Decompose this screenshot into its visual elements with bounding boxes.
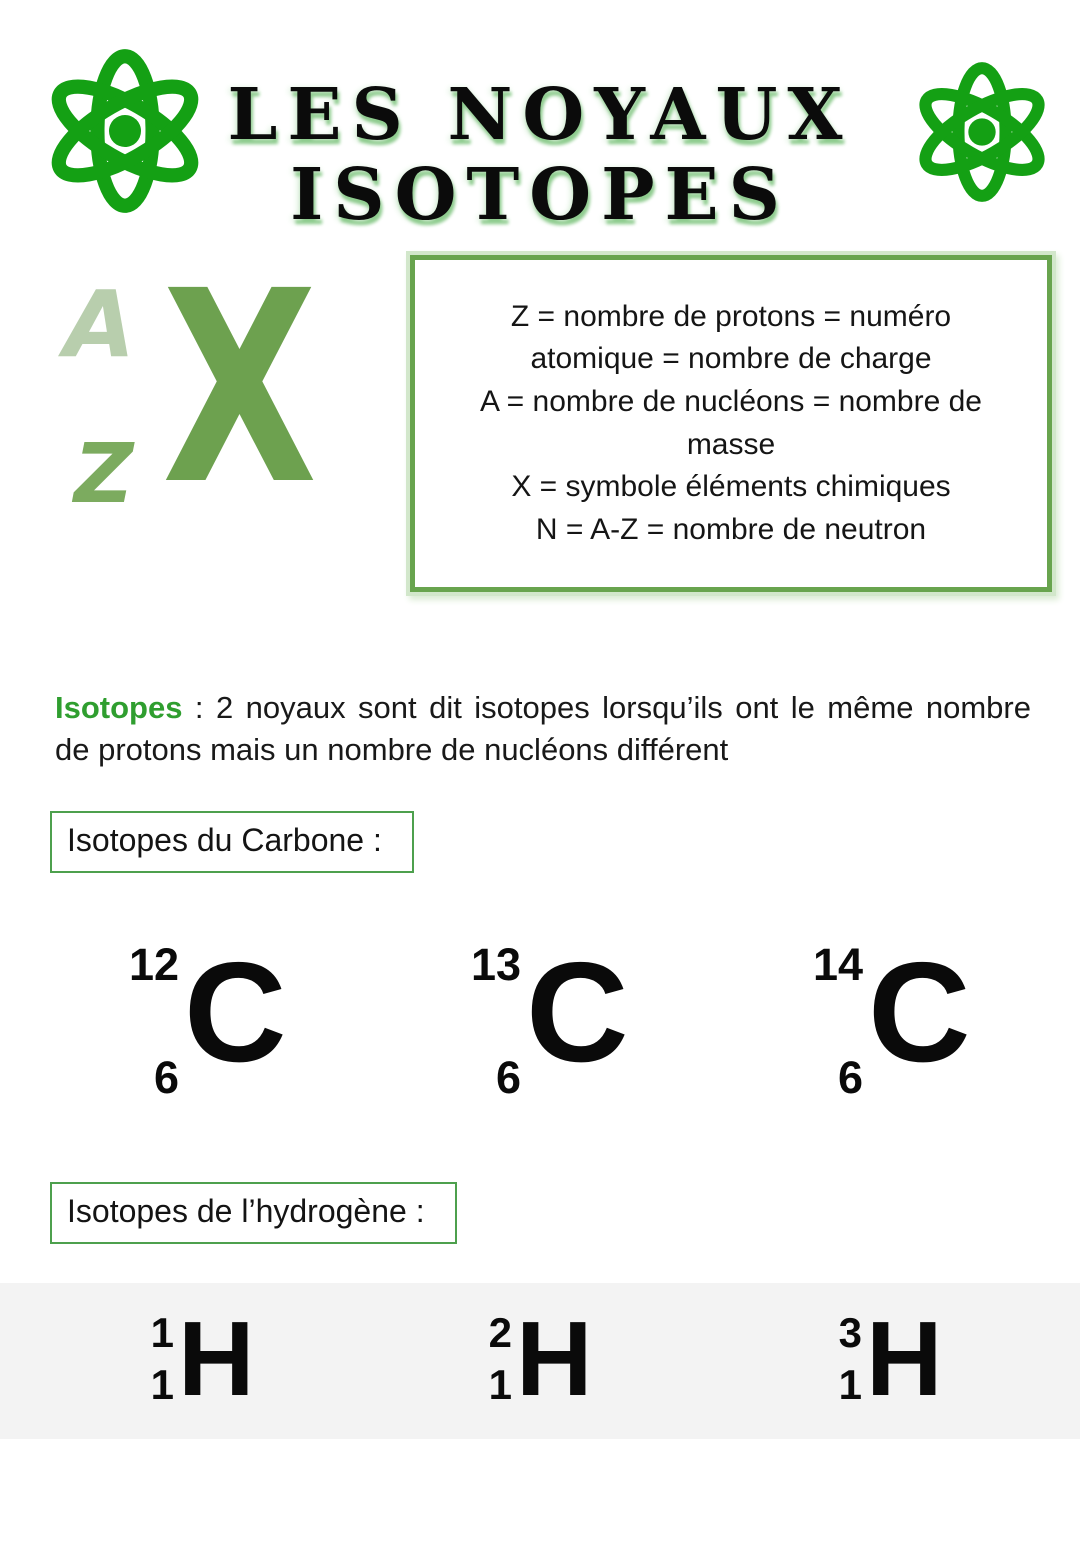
definition-line: X = symbole éléments chimiques [511, 470, 951, 504]
atomic-number: 6 [153, 1052, 179, 1103]
atomic-number: 1 [838, 1361, 862, 1408]
isotope-term: Isotopes [55, 690, 183, 725]
atomic-number: 6 [837, 1052, 863, 1103]
definition-line: N = A-Z = nombre de neutron [535, 512, 927, 546]
title-line-1: LES NOYAUX [227, 71, 853, 156]
carbon-label: Isotopes du Carbone : [67, 822, 382, 858]
atomic-number-label: Z [74, 427, 134, 522]
element-symbol: H [866, 1300, 943, 1418]
element-symbol: H [516, 1300, 593, 1418]
carbon-isotope-13 [470, 933, 629, 1103]
mass-number: 1 [150, 1309, 174, 1356]
hydrogen-label: Isotopes de l’hydrogène : [67, 1193, 425, 1229]
title-line-2: ISOTOPES [290, 151, 790, 236]
carbon-label-box [50, 811, 414, 873]
mass-number: 2 [488, 1309, 512, 1356]
atomic-number: 6 [495, 1052, 521, 1103]
element-symbol-label: X [162, 235, 318, 543]
mass-number: 12 [128, 939, 179, 990]
carbon-isotope-14 [812, 933, 971, 1103]
element-symbol: C [184, 933, 287, 1092]
mass-number: 13 [470, 939, 521, 990]
page-title [140, 71, 940, 236]
hydrogen-label-box [50, 1182, 457, 1244]
definitions-box [410, 255, 1052, 592]
carbon-isotope-12 [128, 933, 287, 1103]
element-symbol: C [868, 933, 971, 1092]
hydrogen-isotope-3 [834, 1300, 943, 1418]
definition-line: Z = nombre de protons = numéro atomique = nombre de charge [510, 299, 952, 376]
definition-line: A = nombre de nucléons = nombre de masse [479, 384, 982, 461]
hydrogen-isotope-2 [484, 1300, 593, 1418]
atomic-number: 1 [150, 1361, 174, 1408]
element-symbol: C [526, 933, 629, 1092]
mass-number-label: A [64, 271, 136, 378]
hydrogen-isotope-1 [146, 1300, 255, 1418]
mass-number: 14 [812, 939, 863, 990]
atomic-number: 1 [488, 1361, 512, 1408]
isotope-definition-paragraph [55, 687, 1031, 771]
isotope-definition-text: : 2 noyaux sont dit isotopes lorsqu’ils ont le même nombre de protons mais un nombre de nucléons différent [55, 690, 1031, 767]
mass-number: 3 [838, 1309, 862, 1356]
element-symbol: H [178, 1300, 255, 1418]
